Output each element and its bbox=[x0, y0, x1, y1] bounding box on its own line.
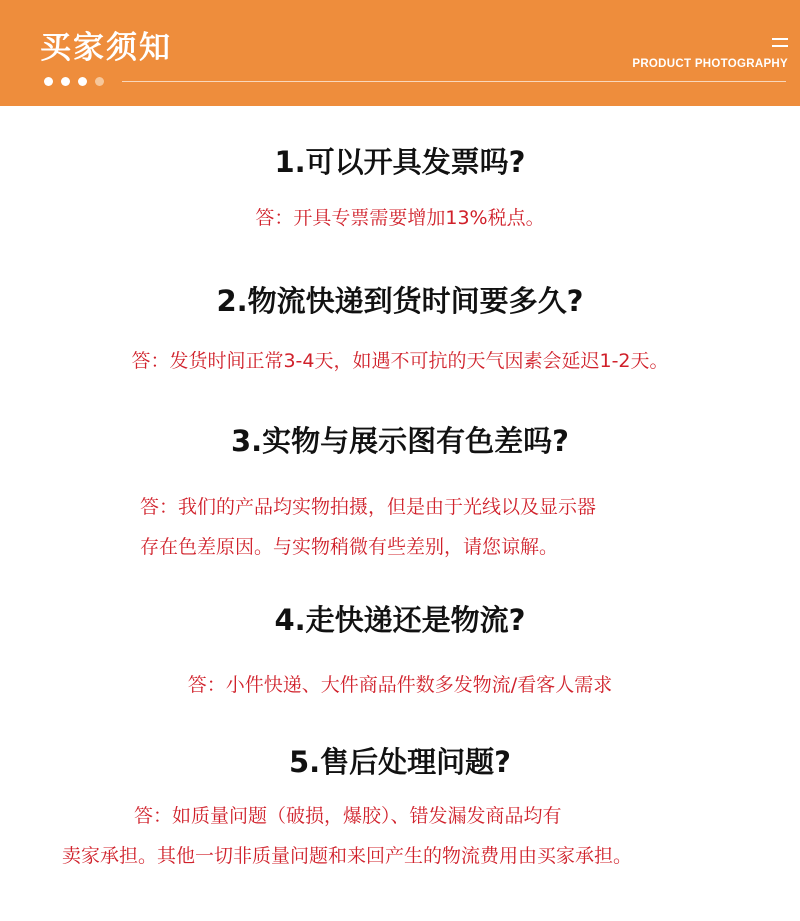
faq-item-3 bbox=[0, 421, 800, 565]
dot-icon bbox=[61, 77, 70, 86]
faq-answer-line: 答：我们的产品均实物拍摄，但是由于光线以及显示器 bbox=[140, 496, 597, 518]
faq-answer-line: 答：如质量问题（破损，爆胶）、错发漏发商品均有 bbox=[134, 805, 562, 827]
faq-answer-line: 存在色差原因。与实物稍微有些差别，请您谅解。 bbox=[140, 536, 559, 558]
faq-answer: 答：小件快递、大件商品件数多发物流/看客人需求 bbox=[187, 674, 613, 696]
decorative-dots bbox=[44, 77, 104, 86]
header-banner bbox=[0, 0, 800, 106]
faq-item-4 bbox=[0, 600, 800, 703]
dot-icon bbox=[95, 77, 104, 86]
header-divider bbox=[122, 81, 786, 82]
faq-answer-line: 卖家承担。其他一切非质量问题和来回产生的物流费用由买家承担。 bbox=[62, 845, 633, 867]
faq-question: 2.物流快递到货时间要多久? bbox=[216, 284, 584, 318]
faq-item-1 bbox=[0, 142, 800, 236]
faq-question: 5.售后处理问题? bbox=[288, 745, 512, 779]
menu-icon[interactable] bbox=[772, 38, 788, 52]
faq-answer: 答：开具专票需要增加13%税点。 bbox=[255, 207, 545, 229]
page-title: 买家须知 bbox=[40, 30, 172, 66]
faq-question: 1.可以开具发票吗? bbox=[274, 145, 526, 179]
header-subtitle: PRODUCT PHOTOGRAPHY bbox=[632, 58, 788, 70]
faq-question: 3.实物与展示图有色差吗? bbox=[230, 424, 570, 458]
faq-item-5 bbox=[0, 742, 800, 874]
faq-question: 4.走快递还是物流? bbox=[274, 603, 526, 637]
dot-icon bbox=[78, 77, 87, 86]
faq-answer: 答：发货时间正常3-4天，如遇不可抗的天气因素会延迟1-2天。 bbox=[131, 350, 669, 372]
faq-item-2 bbox=[0, 281, 800, 379]
dot-icon bbox=[44, 77, 53, 86]
